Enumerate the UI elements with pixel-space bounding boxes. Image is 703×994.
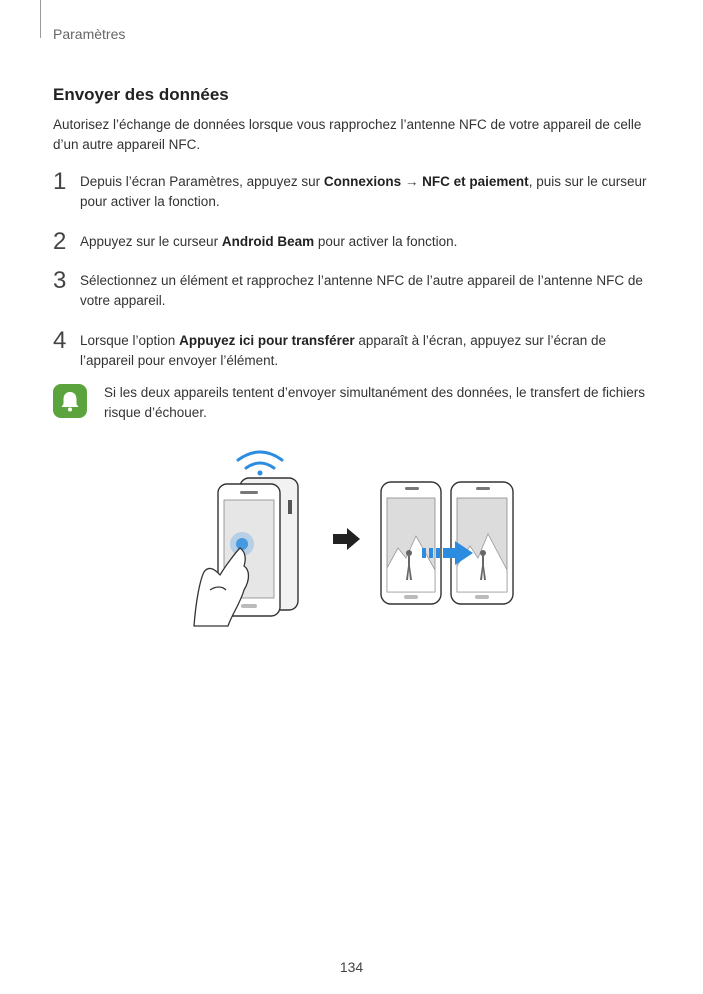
nfc-illustration — [180, 440, 560, 630]
header-divider — [40, 0, 41, 38]
step-number: 3 — [53, 267, 67, 294]
phone-icon — [451, 482, 513, 604]
note-text: Si les deux appareils tentent d’envoyer simultanément des données, le transfert de fichiers risque d’échouer. — [104, 385, 646, 420]
nfc-wave-icon — [238, 452, 282, 468]
page-number: 134 — [339, 959, 364, 975]
step-number: 1 — [53, 168, 67, 195]
phone-icon — [381, 482, 441, 604]
step-text: Depuis l’écran Paramètres, appuyez sur Connexions → NFC et paiement, puis sur le curseur pour activer la fonction. — [80, 174, 647, 209]
step-number: 2 — [53, 228, 67, 255]
bell-icon — [53, 384, 87, 418]
step-text: Appuyez sur le curseur Android Beam pour activer la fonction. — [80, 234, 458, 249]
step-text: Lorsque l’option Appuyez ici pour transférer apparaît à l’écran, appuyez sur l’écran de l’appareil pour envoyer l’élément. — [80, 333, 607, 368]
arrow-right-icon — [333, 528, 360, 550]
section-intro: Autorisez l’échange de données lorsque vous rapprochez l’antenne NFC de votre appareil de celle d’un autre appareil NFC. — [53, 117, 642, 152]
step-text: Sélectionnez un élément et rapprochez l’antenne NFC de l’autre appareil de l’antenne NFC de votre appareil. — [80, 273, 643, 308]
header-title: Paramètres — [53, 26, 126, 42]
bold-term: Appuyez ici pour transférer — [179, 333, 355, 348]
step-number: 4 — [53, 327, 67, 354]
bold-term: Android Beam — [221, 234, 315, 249]
bold-term: Connexions — [323, 174, 402, 189]
section-title: Envoyer des données — [53, 85, 229, 104]
bold-term: NFC et paiement — [422, 174, 529, 189]
